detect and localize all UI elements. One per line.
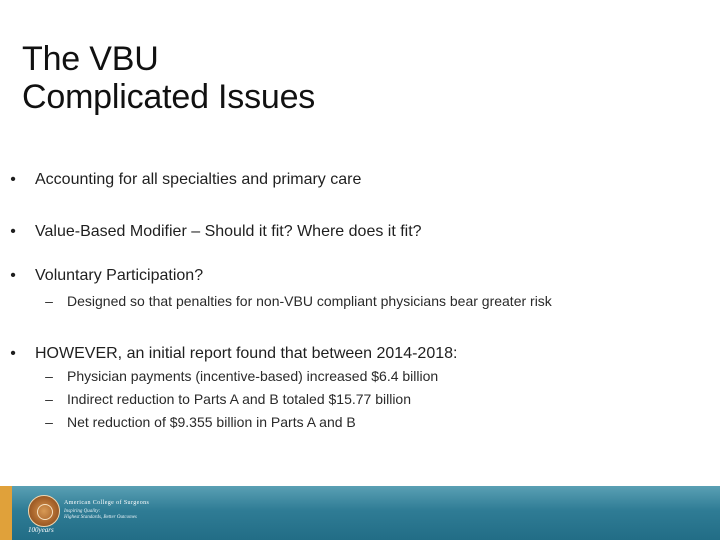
title-line-2: Complicated Issues <box>22 78 316 116</box>
bullet-text: Accounting for all specialties and primary care <box>35 171 362 188</box>
sub-bullet-text: Designed so that penalties for non-VBU compliant physicians bear greater risk <box>67 293 552 309</box>
sub-bullet-marker: – <box>45 293 53 309</box>
sub-bullet-marker: – <box>45 368 53 384</box>
tagline-line-1: Inspiring Quality: <box>64 509 101 514</box>
bullet-marker: • <box>10 345 16 362</box>
slide-title <box>22 40 622 116</box>
acs-seal-icon <box>28 495 60 527</box>
org-tagline <box>64 509 137 521</box>
org-name: American College of Surgeons <box>64 500 150 506</box>
title-line-1: The VBU <box>22 40 159 78</box>
bullet-text: Value-Based Modifier – Should it fit? Where does it fit? <box>35 223 422 240</box>
sub-bullet-text: Physician payments (incentive-based) increased $6.4 billion <box>67 368 439 384</box>
bullet-marker: • <box>10 267 16 284</box>
sub-bullet-marker: – <box>45 414 53 430</box>
bullet-marker: • <box>10 171 16 188</box>
tagline-line-2: Highest Standards, Better Outcomes <box>64 515 137 520</box>
sub-bullet-text: Net reduction of $9.355 billion in Parts A and B <box>67 414 356 430</box>
sub-bullet-text: Indirect reduction to Parts A and B totaled $15.77 billion <box>67 391 412 407</box>
anniversary-mark: 100years <box>28 526 54 534</box>
footer-accent-strip <box>0 486 12 540</box>
bullet-text: HOWEVER, an initial report found that between 2014-2018: <box>35 345 458 362</box>
sub-bullet-marker: – <box>45 391 53 407</box>
bullet-text: Voluntary Participation? <box>35 267 204 284</box>
bullet-marker: • <box>10 223 16 240</box>
